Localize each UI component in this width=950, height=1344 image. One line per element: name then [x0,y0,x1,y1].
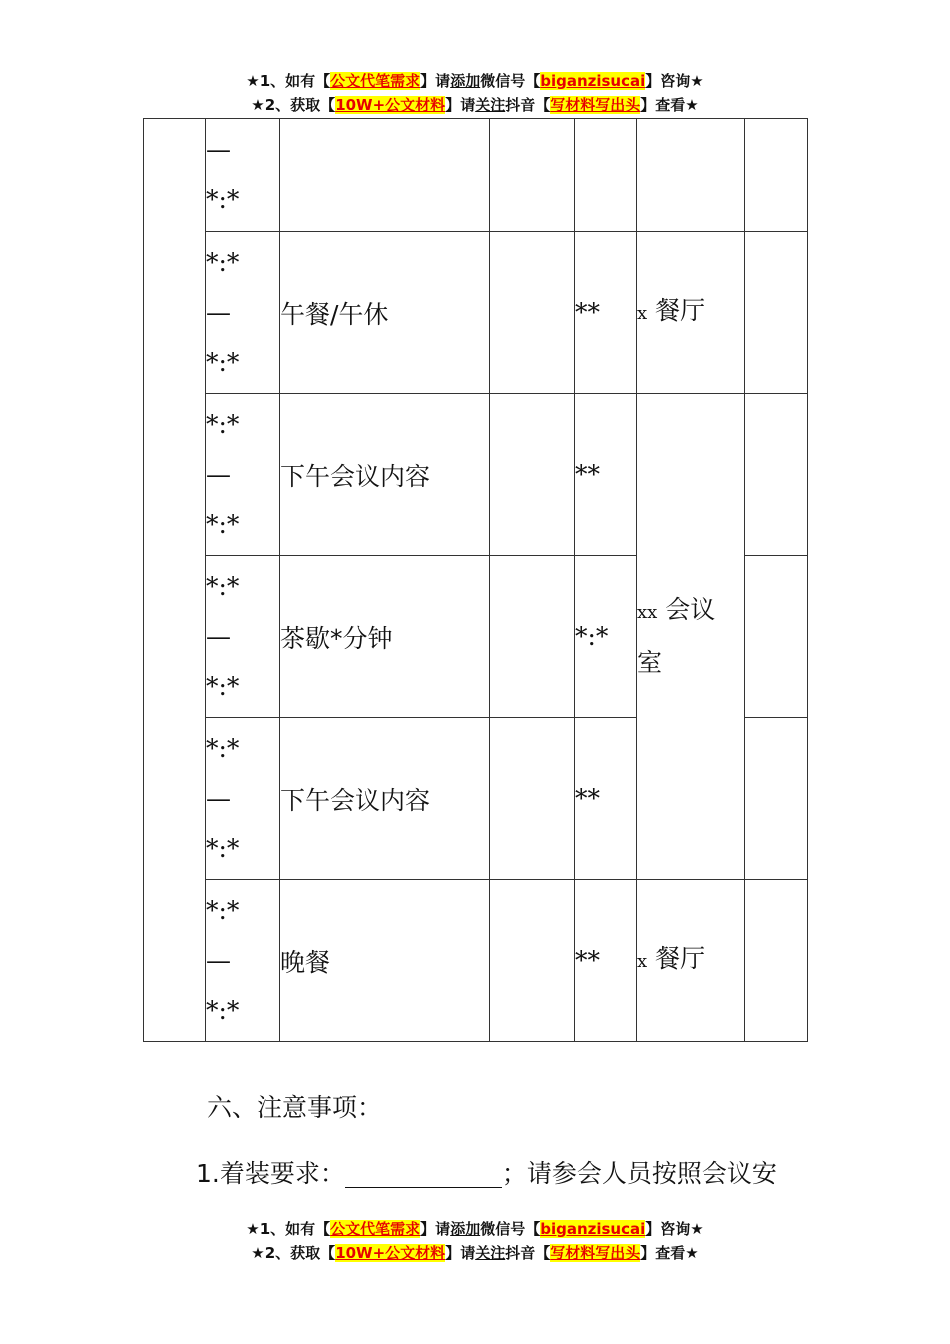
banner-text: 】请 [445,1244,476,1262]
time-dash: — [206,297,231,327]
banner-highlight: 写材料写出头 [550,96,641,114]
empty-cell [490,880,575,1042]
time-cell [206,718,280,880]
banner-highlight: 10W+公文材料 [335,96,446,114]
time-end: *:* [206,185,240,214]
time-dash: — [206,621,231,651]
num-cell: ** [575,232,637,394]
banner-underline: 添加 [450,1220,481,1238]
item-cell: 晚餐 [280,880,490,1042]
note-cell [745,394,808,556]
note-cell [745,119,808,232]
note-cell [745,232,808,394]
num-cell [575,119,637,232]
empty-cell [490,718,575,880]
banner-text: 】查看★ [640,1244,699,1262]
banner-text: 】咨询★ [645,72,704,90]
banner-highlight: 公文代笔需求 [330,1220,421,1238]
banner-text: 抖音【 [505,1244,551,1262]
time-end: *:* [206,347,240,377]
empty-cell [490,556,575,718]
notice-item-1 [196,1154,777,1190]
time-cell [206,556,280,718]
time-start: *:* [206,733,240,763]
location-text: 会议 [665,595,716,624]
time-start: *:* [206,409,240,439]
item-cell: 下午会议内容 [280,718,490,880]
table-row [144,394,808,556]
empty-cell [490,232,575,394]
time-dash: — [206,135,231,164]
time-start: *:* [206,895,240,925]
time-dash: — [206,783,231,813]
banner-text: ★1、如有【 [246,1220,331,1238]
note-cell [745,556,808,718]
banner-text: 】请 [420,1220,451,1238]
item-cell: 下午会议内容 [280,394,490,556]
banner-text: 】查看★ [640,96,699,114]
banner-underline: 添加 [450,72,481,90]
location-cell [637,880,745,1042]
num-cell: ** [575,718,637,880]
banner-highlight: biganzisucai [540,72,646,90]
time-dash: — [206,459,231,489]
item-cell: 茶歇*分钟 [280,556,490,718]
time-cell [206,880,280,1042]
banner-text: 】请 [445,96,476,114]
location-prefix: x [637,303,648,324]
banner-line-2 [0,93,950,117]
banner-text: ★2、获取【 [251,1244,336,1262]
num-cell: ** [575,880,637,1042]
time-cell [206,119,280,232]
notice-text: ；请参会人员按照会议安 [501,1159,777,1188]
note-cell [745,718,808,880]
num-cell: *:* [575,556,637,718]
merged-left-cell [144,119,206,1042]
location-cell-merged [637,394,745,880]
table-row [144,232,808,394]
time-start: *:* [206,571,240,601]
num-cell: ** [575,394,637,556]
location-prefix: x [637,951,648,972]
banner-line-1 [0,1217,950,1241]
time-cell [206,232,280,394]
banner-text: 微信号【 [480,1220,541,1238]
schedule-table [143,118,808,1042]
time-end: *:* [206,995,240,1025]
banner-text: 】咨询★ [645,1220,704,1238]
section-heading: 六、注意事项： [207,1093,383,1122]
note-cell [745,880,808,1042]
table-row [144,119,808,232]
location-prefix: xx [637,602,658,623]
banner-line-2 [0,1241,950,1265]
time-start: *:* [206,247,240,277]
time-end: *:* [206,509,240,539]
banner-text: 抖音【 [505,96,551,114]
location-text: 餐厅 [655,296,706,325]
item-cell: 午餐/午休 [280,232,490,394]
banner-highlight: 公文代笔需求 [330,72,421,90]
empty-cell [490,119,575,232]
banner-underline: 关注 [475,96,506,114]
table-row [144,880,808,1042]
bottom-banner [0,1217,950,1265]
location-text: 餐厅 [655,944,706,973]
banner-underline: 关注 [475,1244,506,1262]
banner-text: 】请 [420,72,451,90]
time-dash: — [206,945,231,975]
time-cell [206,394,280,556]
top-banner [0,69,950,117]
location-cell [637,119,745,232]
banner-text: ★2、获取【 [251,96,336,114]
banner-text: ★1、如有【 [246,72,331,90]
banner-highlight: 10W+公文材料 [335,1244,446,1262]
item-cell [280,119,490,232]
time-end: *:* [206,671,240,701]
time-end: *:* [206,833,240,863]
notice-label: 1.着装要求： [196,1159,345,1188]
location-cell [637,232,745,394]
fill-in-blank [345,1161,502,1188]
empty-cell [490,394,575,556]
banner-highlight: 写材料写出头 [550,1244,641,1262]
banner-text: 微信号【 [480,72,541,90]
banner-line-1 [0,69,950,93]
location-text: 室 [637,648,663,677]
banner-highlight: biganzisucai [540,1220,646,1238]
